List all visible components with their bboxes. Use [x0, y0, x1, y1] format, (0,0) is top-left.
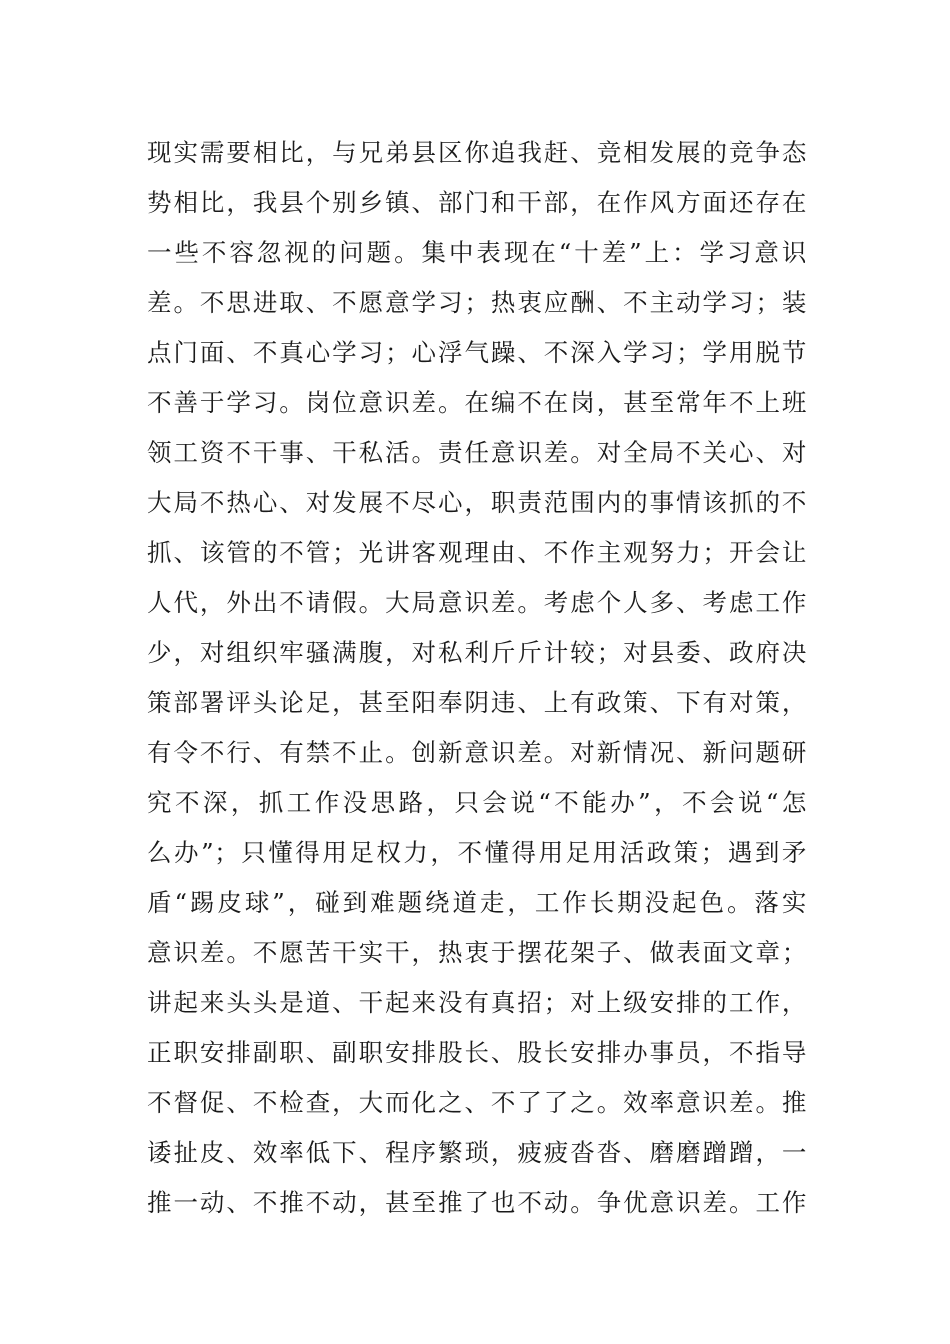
text-line: 有令不行、有禁不止。创新意识差。对新情况、新问题研: [147, 738, 807, 767]
text-line: 盾“踢皮球”，碰到难题绕道走，工作长期没起色。落实: [147, 888, 807, 917]
text-line: 推一动、不推不动，甚至推了也不动。争优意识差。工作: [147, 1188, 807, 1217]
text-line: 究不深，抓工作没思路，只会说“不能办”，不会说“怎: [147, 788, 807, 817]
text-line: 策部署评头论足，甚至阳奉阴违、上有政策、下有对策，: [147, 688, 807, 717]
text-line: 差。不思进取、不愿意学习；热衷应酬、不主动学习；装: [147, 288, 807, 317]
text-line: 意识差。不愿苦干实干，热衷于摆花架子、做表面文章；: [147, 938, 807, 967]
text-line: 少，对组织牢骚满腹，对私利斤斤计较；对县委、政府决: [147, 638, 807, 667]
text-line: 么办”；只懂得用足权力，不懂得用足用活政策；遇到矛: [147, 838, 807, 867]
text-line: 不督促、不检查，大而化之、不了了之。效率意识差。推: [147, 1088, 807, 1117]
text-line: 讲起来头头是道、干起来没有真招；对上级安排的工作，: [147, 988, 807, 1017]
text-line: 不善于学习。岗位意识差。在编不在岗，甚至常年不上班: [147, 388, 807, 417]
text-line: 诿扯皮、效率低下、程序繁琐，疲疲沓沓、磨磨蹭蹭，一: [147, 1138, 807, 1167]
text-line: 点门面、不真心学习；心浮气躁、不深入学习；学用脱节: [147, 338, 807, 367]
text-line: 大局不热心、对发展不尽心，职责范围内的事情该抓的不: [147, 488, 807, 517]
text-line: 势相比，我县个别乡镇、部门和干部，在作风方面还存在: [147, 188, 807, 217]
text-line: 抓、该管的不管；光讲客观理由、不作主观努力；开会让: [147, 538, 807, 567]
text-line: 一些不容忽视的问题。集中表现在“十差”上：学习意识: [147, 238, 807, 267]
text-line: 现实需要相比，与兄弟县区你追我赶、竞相发展的竞争态: [147, 138, 807, 167]
body-paragraph: [147, 128, 807, 1228]
text-line: 人代，外出不请假。大局意识差。考虑个人多、考虑工作: [147, 588, 807, 617]
text-line: 正职安排副职、副职安排股长、股长安排办事员，不指导: [147, 1038, 807, 1067]
text-line: 领工资不干事、干私活。责任意识差。对全局不关心、对: [147, 438, 807, 467]
